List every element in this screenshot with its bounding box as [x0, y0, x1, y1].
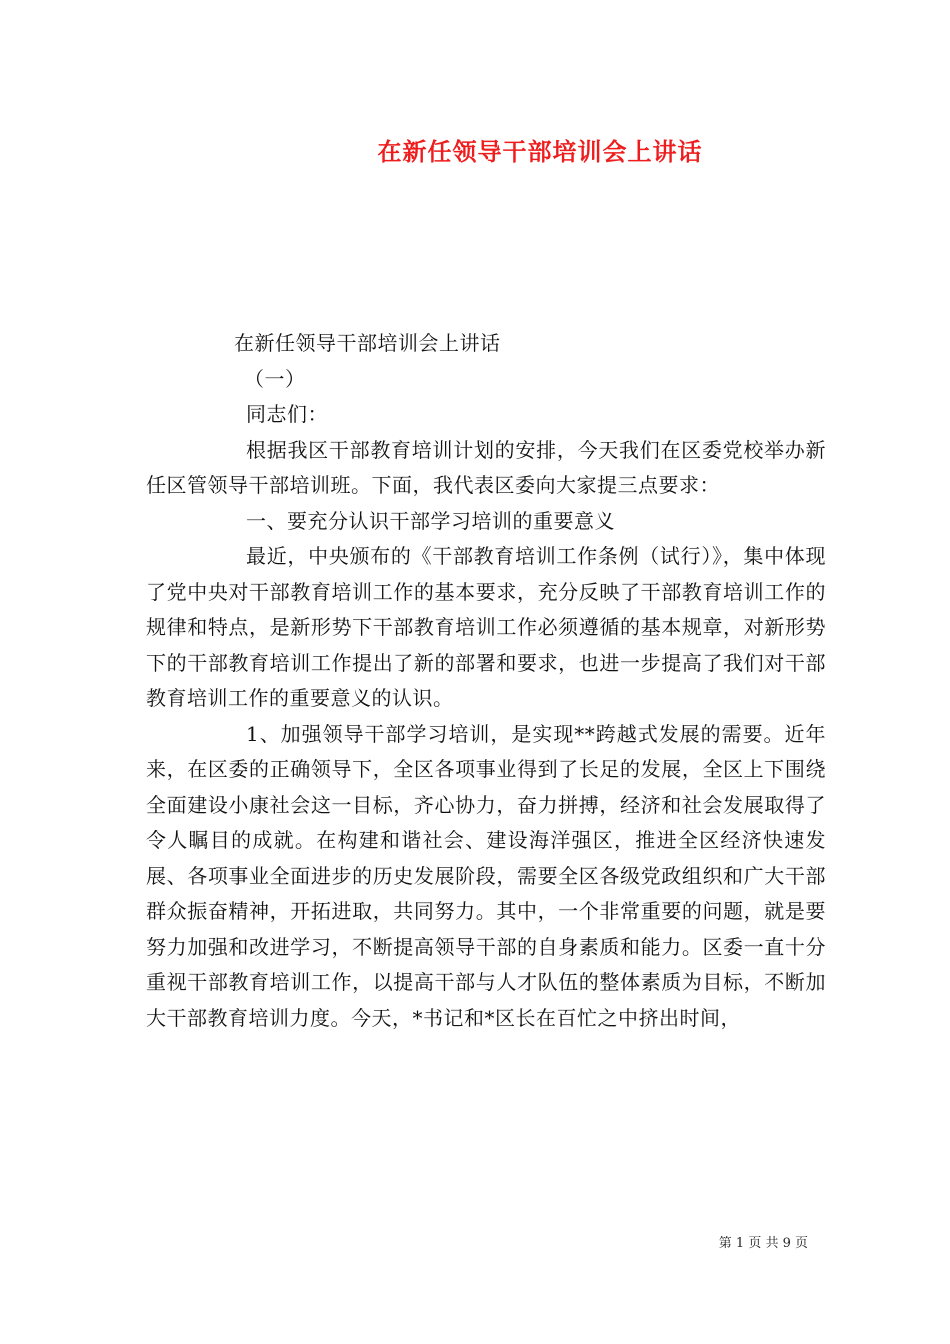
- section-marker: （一）: [244, 366, 306, 391]
- greeting: 同志们：: [246, 402, 328, 426]
- speech-subtitle: 在新任领导干部培训会上讲话: [234, 331, 501, 355]
- document-title: 在新任领导干部培训会上讲话: [377, 137, 703, 166]
- page-number-footer: 第 1 页 共 9 页: [718, 1236, 808, 1251]
- paragraph-regulation: 最近，中央颁布的《干部教育培训工作条例（试行）》，集中体现了党中央对干部教育培训工作的基本要求，充分反映了干部教育培训工作的规律和特点，是新形势下干部教育培训工作必须遵循的基本规章，对新形势下的干部教育培训工作提出了新的部署和要求，也进一步提高了我们对干部教育培训工作的重要意义的认识。: [146, 544, 826, 710]
- section-heading-1: 一、要充分认识干部学习培训的重要意义: [246, 508, 615, 533]
- paragraph-intro: 根据我区干部教育培训计划的安排，今天我们在区委党校举办新任区管领导干部培训班。下面，我代表区委向大家提三点要求：: [146, 437, 826, 497]
- document-body: [146, 326, 826, 1036]
- paragraph-point-1: 1、加强领导干部学习培训，是实现**跨越式发展的需要。近年来，在区委的正确领导下，全区各项事业得到了长足的发展，全区上下围绕全面建设小康社会这一目标，齐心协力，奋力拼搏，经济和社会发展取得了令人瞩目的成就。在构建和谐社会、建设海洋强区，推进全区经济快速发展、各项事业全面进步的历史发展阶段，需要全区各级党政组织和广大干部群众振奋精神，开拓进取，共同努力。其中，一个非常重要的问题，就是要努力加强和改进学习，不断提高领导干部的自身素质和能力。区委一直十分重视干部教育培训工作，以提高干部与人才队伍的整体素质为目标，不断加大干部教育培训力度。今天，*书记和*区长在百忙之中挤出时间，: [146, 721, 826, 1030]
